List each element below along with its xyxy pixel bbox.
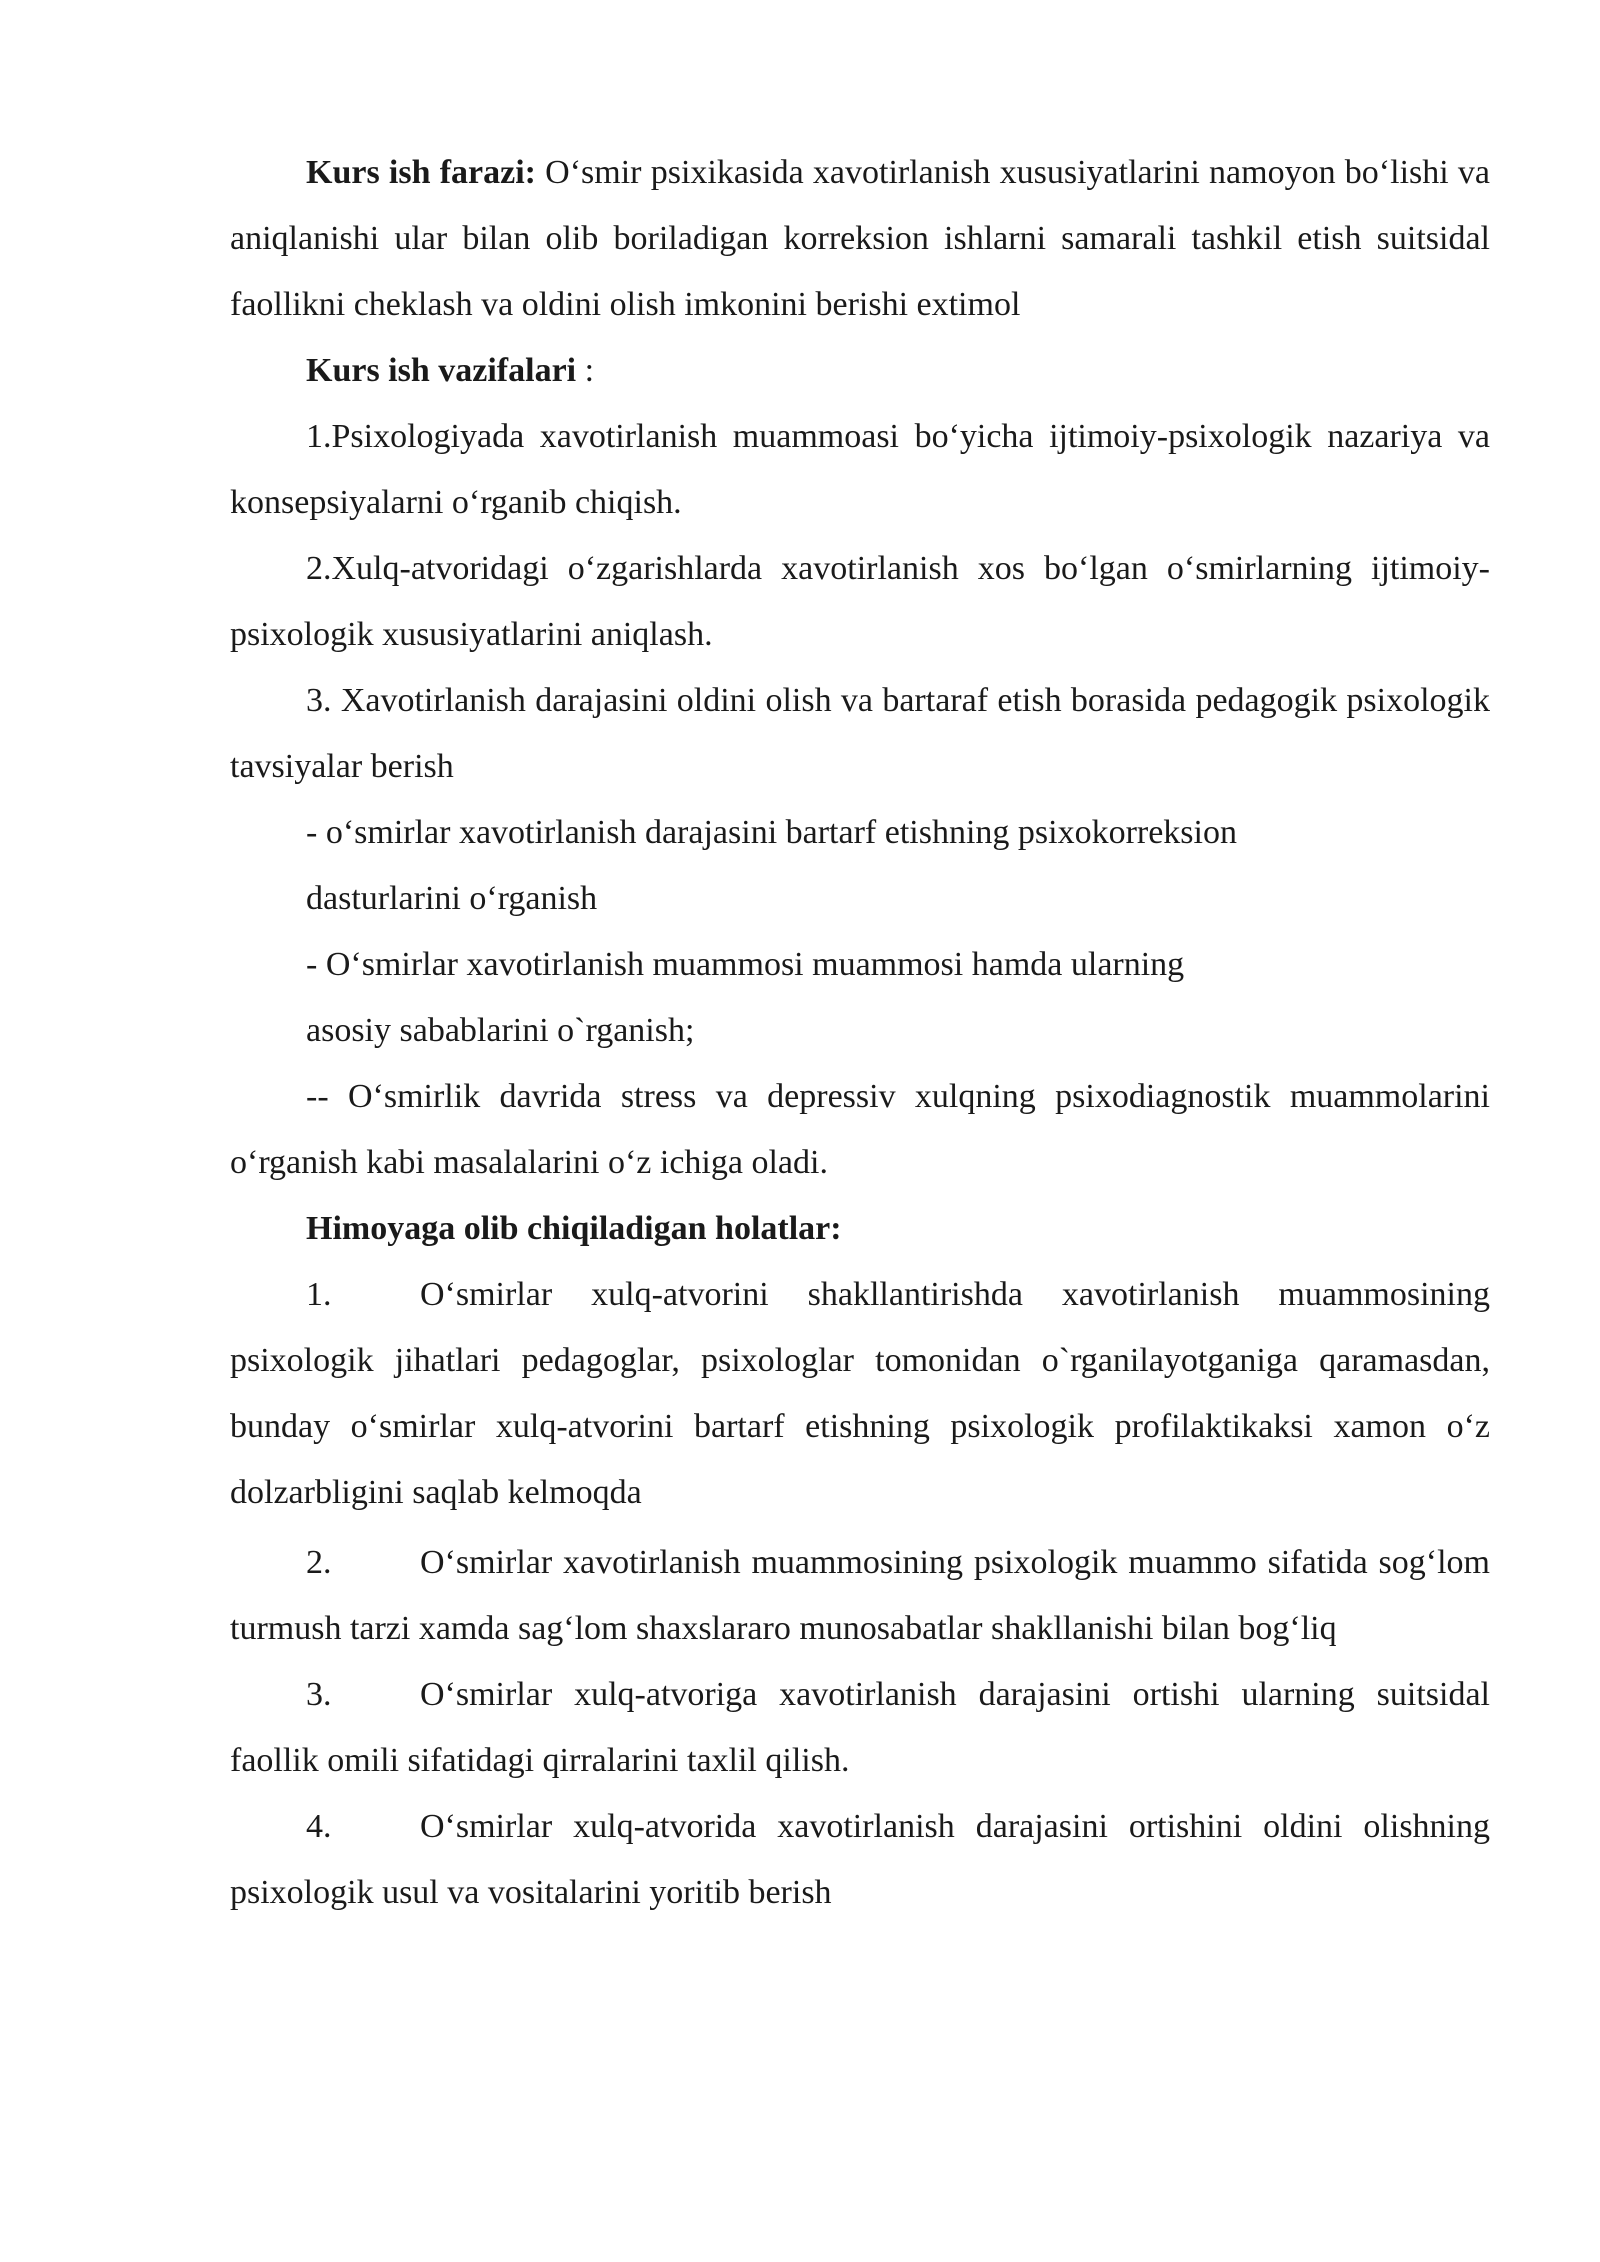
task-item: 1.Psixologiyada xavotirlanish muammoasi bo‘yicha ijtimoiy-psixologik nazariya va konsepsiyalarni o‘rganib chiqish.: [230, 418, 1490, 521]
defense-item-number: 3.: [306, 1676, 332, 1713]
defense-item-text: O‘smirlar xavotirlanish muammosining psixologik muammo sifatida sog‘lom turmush tarzi xamda sag‘lom shaxslararo munosabatlar shakllanishi bilan bog‘liq: [230, 1544, 1490, 1647]
defense-item: [230, 1794, 1490, 1926]
defense-item: [230, 1530, 1490, 1662]
tasks-heading: [230, 338, 1490, 404]
defense-item: [230, 1662, 1490, 1794]
defense-item-number: 2.: [306, 1544, 332, 1581]
tasks-label: Kurs ish vazifalari: [306, 352, 577, 389]
task-item: 2.Xulq-atvoridagi o‘zgarishlarda xavotirlanish xos bo‘lgan o‘smirlarning ijtimoiy-psixologik xususiyatlarini aniqlash.: [230, 550, 1490, 653]
task-subitem-line: - o‘smirlar xavotirlanish darajasini bartarf etishning psixokorreksion: [306, 814, 1237, 851]
defense-label: Himoyaga olib chiqiladigan holatlar:: [306, 1210, 842, 1247]
defense-heading: [230, 1196, 1490, 1262]
task-subitem: [230, 800, 1490, 932]
defense-item-number: 4.: [306, 1808, 332, 1845]
hypothesis-label: Kurs ish farazi:: [306, 154, 536, 191]
task-subitem: [230, 932, 1490, 1064]
defense-item-text: O‘smirlar xulq-atvoriga xavotirlanish darajasini ortishi ularning suitsidal faollik omili sifatidagi qirralarini taxlil qilish.: [230, 1676, 1490, 1779]
hypothesis-text: O‘smir psixikasida xavotirlanish xususiyatlarini namoyon bo‘lishi va aniqlanishi ular bilan olib boriladigan korreksion ishlarni samarali tashkil etish suitsidal faollikni cheklash va oldini olish imkonini berishi extimol: [230, 154, 1490, 323]
task-subitem-line: asosiy sabablarini o`rganish;: [306, 1012, 695, 1049]
task-subitem-line: dasturlarini o‘rganish: [306, 880, 598, 917]
defense-item: [230, 1262, 1490, 1526]
tasks-colon: :: [576, 352, 595, 389]
task-final-item: -- O‘smirlik davrida stress va depressiv xulqning psixodiagnostik muammolarini o‘rganish kabi masalalarini o‘z ichiga oladi.: [230, 1078, 1490, 1181]
document-body: [230, 140, 1490, 1926]
task-item: 3. Xavotirlanish darajasini oldini olish va bartaraf etish borasida pedagogik psixologik tavsiyalar berish: [230, 682, 1490, 785]
defense-item-number: 1.: [306, 1276, 332, 1313]
defense-item-text: O‘smirlar xulq-atvorini shakllantirishda xavotirlanish muammosining psixologik jihatlari pedagoglar, psixologlar tomonidan o`rganilayotganiga qaramasdan, bunday o‘smirlar xulq-atvorini bartarf etishning psixologik profilaktikaksi xamon o‘z dolzarbligini saqlab kelmoqda: [230, 1276, 1490, 1511]
task-subitem-line: - O‘smirlar xavotirlanish muammosi muammosi hamda ularning: [306, 946, 1185, 983]
hypothesis-paragraph: [230, 140, 1490, 338]
defense-item-text: O‘smirlar xulq-atvorida xavotirlanish darajasini ortishini oldini olishning psixologik usul va vositalarini yoritib berish: [230, 1808, 1490, 1911]
